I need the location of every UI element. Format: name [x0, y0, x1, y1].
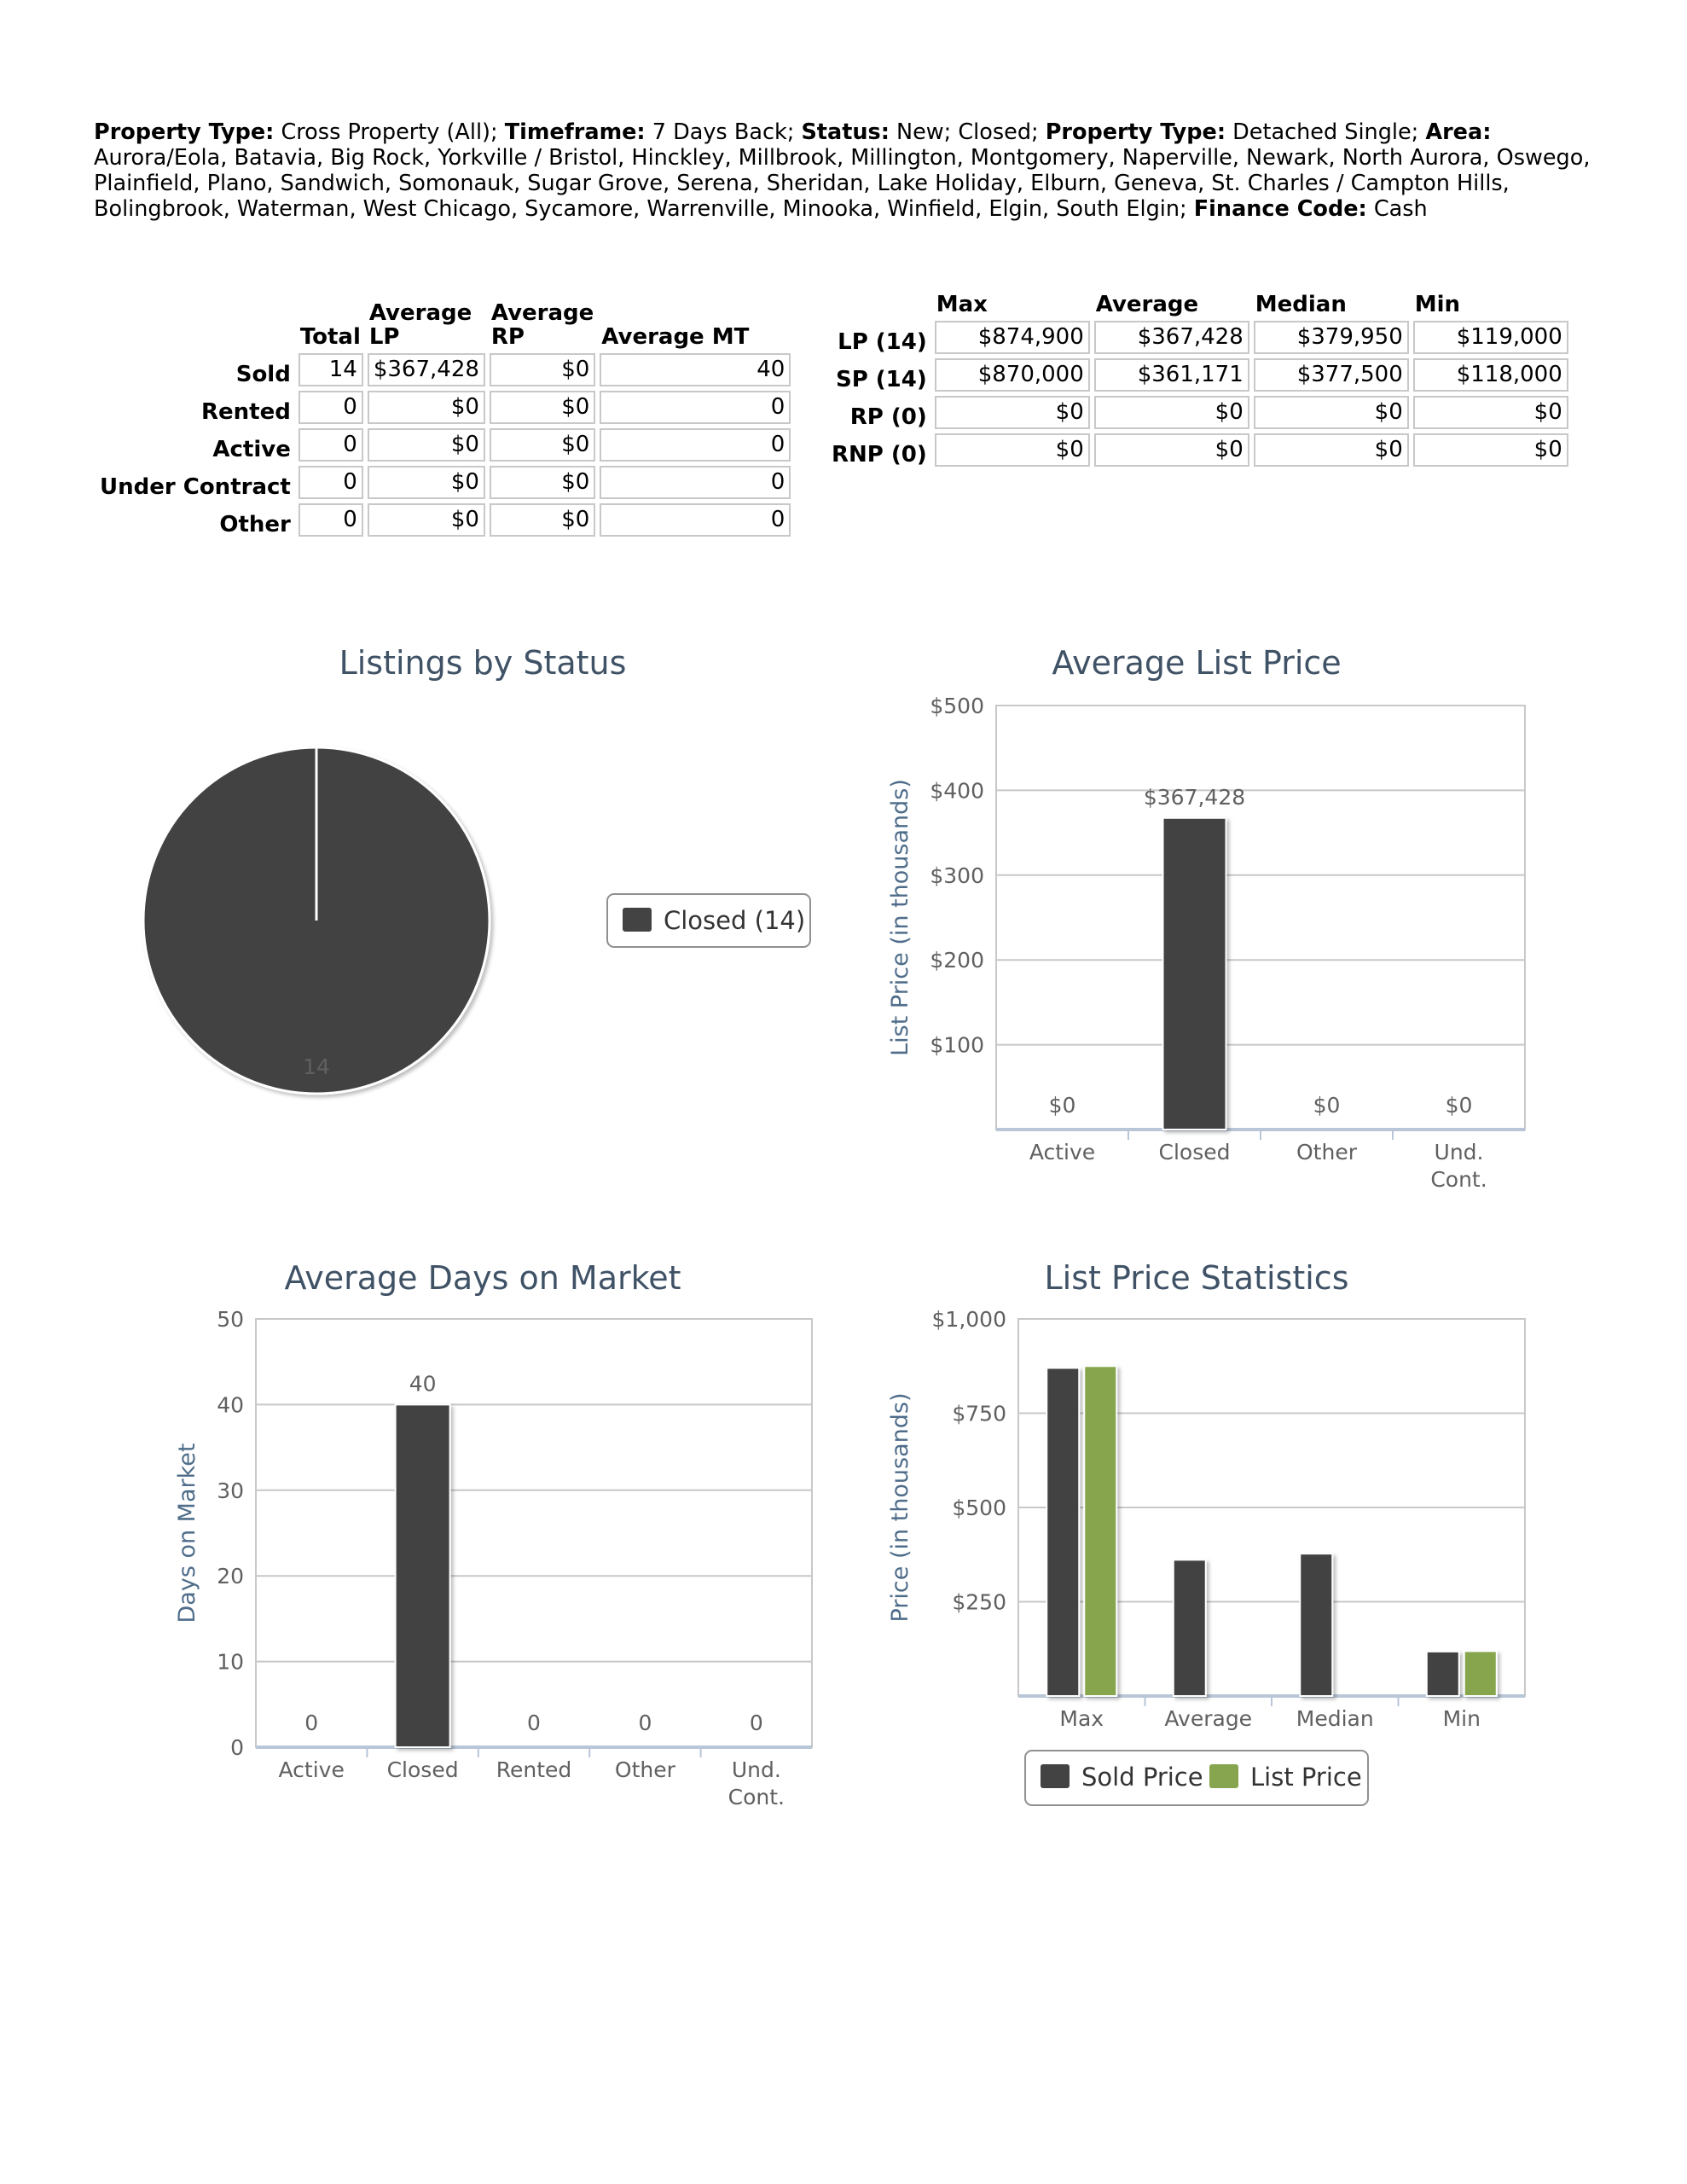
- table-cell: $379,950: [1254, 321, 1409, 354]
- bar: [1427, 1652, 1459, 1696]
- table-cell: $0: [368, 466, 485, 499]
- x-tick-label: Closed: [1158, 1140, 1231, 1165]
- row-header: Under Contract: [100, 474, 291, 500]
- y-tick-label: $1,000: [931, 1307, 1006, 1332]
- criteria-label: Finance Code:: [1193, 196, 1367, 222]
- table-cell: $367,428: [368, 353, 485, 386]
- row-header: RP (0): [849, 404, 927, 430]
- table-cell: 0: [299, 428, 363, 462]
- x-tick-label: Average: [1164, 1706, 1253, 1731]
- criteria-value: 7 Days Back;: [652, 119, 795, 145]
- data-label: 40: [409, 1371, 437, 1397]
- data-label: 0: [304, 1711, 319, 1735]
- table-cell: $0: [490, 428, 595, 462]
- table-cell: 0: [600, 391, 791, 424]
- table-cell: $0: [368, 428, 485, 462]
- table-cell: $361,171: [1094, 358, 1249, 392]
- table-cell: $0: [1254, 396, 1409, 429]
- table-cell: $118,000: [1413, 358, 1568, 392]
- table-cell: 0: [600, 428, 791, 462]
- bar: [1300, 1554, 1332, 1696]
- chart-title: Average List Price: [1052, 644, 1342, 682]
- y-tick-label: 0: [230, 1735, 244, 1760]
- data-label: 0: [749, 1711, 763, 1735]
- data-label: 14: [303, 1054, 330, 1079]
- data-label: 0: [638, 1711, 652, 1735]
- table-cell: 0: [299, 466, 363, 499]
- row-header: LP (14): [838, 329, 927, 355]
- criteria-value: Detached Single;: [1232, 119, 1419, 145]
- bar: [396, 1404, 450, 1747]
- table-cell: $0: [368, 503, 485, 537]
- column-header: Average LP: [368, 300, 472, 350]
- legend-label: Sold Price: [1081, 1763, 1203, 1792]
- y-axis-label: Price (in thousands): [887, 1392, 913, 1623]
- row-header: Active: [212, 437, 291, 462]
- bar: [1174, 1560, 1206, 1696]
- legend-label: Closed (14): [664, 906, 806, 935]
- criteria-label: Status:: [801, 119, 890, 145]
- x-tick-label: Other: [1296, 1140, 1357, 1165]
- chart-title: Average Days on Market: [284, 1259, 681, 1297]
- y-axis-label: List Price (in thousands): [887, 779, 913, 1056]
- bar: [1464, 1651, 1497, 1696]
- plot-frame: [996, 706, 1525, 1130]
- row-header: Other: [219, 512, 291, 537]
- legend-swatch: [623, 908, 652, 932]
- table-cell: $0: [368, 391, 485, 424]
- row-header: Rented: [201, 399, 291, 425]
- row-header: Sold: [235, 362, 291, 387]
- y-tick-label: $750: [952, 1401, 1006, 1426]
- column-header: Average MT: [601, 324, 750, 350]
- column-header: Median: [1255, 292, 1347, 317]
- criteria-label: Property Type:: [94, 119, 275, 145]
- criteria-label: Timeframe:: [504, 119, 646, 145]
- y-tick-label: $200: [930, 948, 984, 973]
- table-cell: $0: [490, 353, 595, 386]
- table-cell: $870,000: [935, 358, 1090, 392]
- table-cell: $367,428: [1094, 321, 1249, 354]
- bar: [1163, 818, 1226, 1130]
- data-label: $0: [1445, 1093, 1473, 1118]
- chart-title: Listings by Status: [339, 644, 627, 682]
- table-cell: 0: [600, 503, 791, 537]
- y-tick-label: 10: [217, 1649, 244, 1675]
- y-tick-label: 40: [217, 1392, 244, 1418]
- column-header: Min: [1414, 292, 1461, 317]
- criteria-value: Cash: [1373, 196, 1428, 222]
- row-header: SP (14): [835, 367, 927, 392]
- table-cell: 0: [299, 503, 363, 537]
- x-tick-label: Active: [1029, 1140, 1096, 1165]
- x-tick-label: Und. Cont.: [728, 1757, 785, 1809]
- criteria-value: Aurora/Eola, Batavia, Big Rock, Yorkville / Bristol, Hinckley, Millbrook, Millington, Montgomery, Naperville, Newark, North Aurora, Oswego, Plainfield, Plano, Sandwich, Somonauk, Sugar Grove, Serena, Sheridan, Lake Holiday, Elburn, Geneva, St. Charles / Campton Hills, Bolingbrook, Waterman, West Chicago, Sycamore, Warrenville, Minooka, Winfield, Elgin, South Elgin;: [94, 145, 1591, 222]
- chart-title: List Price Statistics: [1044, 1259, 1349, 1297]
- legend-swatch: [1041, 1764, 1070, 1788]
- table-cell: $377,500: [1254, 358, 1409, 392]
- column-header: Max: [936, 292, 988, 317]
- table-cell: $0: [1413, 396, 1568, 429]
- criteria-label: Property Type:: [1045, 119, 1226, 145]
- criteria-label: Area:: [1425, 119, 1492, 145]
- table-cell: $0: [490, 466, 595, 499]
- y-axis-label: Days on Market: [174, 1443, 200, 1623]
- y-tick-label: $100: [930, 1032, 984, 1058]
- table-cell: $119,000: [1413, 321, 1568, 354]
- x-tick-label: Closed: [386, 1757, 459, 1782]
- table-cell: 0: [299, 391, 363, 424]
- criteria-value: New; Closed;: [896, 119, 1039, 145]
- x-tick-label: Min: [1442, 1706, 1481, 1731]
- y-tick-label: 20: [217, 1564, 244, 1589]
- data-label: $0: [1313, 1093, 1341, 1118]
- x-tick-label: Median: [1296, 1706, 1374, 1731]
- y-tick-label: 50: [217, 1307, 244, 1332]
- table-cell: $0: [1094, 396, 1249, 429]
- y-tick-label: 30: [217, 1478, 244, 1503]
- table-cell: 40: [600, 353, 791, 386]
- column-header: Average: [1095, 292, 1199, 317]
- x-tick-label: Und. Cont.: [1430, 1140, 1487, 1192]
- bar: [1084, 1366, 1116, 1696]
- row-header: RNP (0): [832, 442, 927, 468]
- table-cell: $0: [1413, 433, 1568, 467]
- data-label: $0: [1048, 1093, 1076, 1118]
- table-cell: 0: [600, 466, 791, 499]
- y-tick-label: $300: [930, 863, 984, 888]
- table-cell: $0: [1094, 433, 1249, 467]
- y-tick-label: $500: [952, 1496, 1006, 1520]
- legend-swatch: [1209, 1764, 1238, 1788]
- table-cell: $0: [490, 503, 595, 537]
- plot-frame: [256, 1319, 812, 1747]
- data-label: $367,428: [1143, 784, 1246, 810]
- y-tick-label: $250: [952, 1589, 1006, 1615]
- table-cell: $874,900: [935, 321, 1090, 354]
- x-tick-label: Other: [614, 1757, 675, 1782]
- x-tick-label: Active: [278, 1757, 345, 1782]
- table-cell: $0: [1254, 433, 1409, 467]
- data-label: 0: [527, 1711, 541, 1735]
- column-header: Average RP: [490, 300, 594, 350]
- y-tick-label: $400: [930, 778, 984, 804]
- x-tick-label: Max: [1059, 1706, 1104, 1731]
- table-cell: $0: [935, 433, 1090, 467]
- x-tick-label: Rented: [496, 1757, 572, 1782]
- table-cell: 14: [299, 353, 363, 386]
- column-header: Total: [299, 324, 361, 350]
- bar: [1046, 1368, 1079, 1696]
- legend-label: List Price: [1250, 1763, 1362, 1792]
- y-tick-label: $500: [930, 694, 984, 718]
- table-cell: $0: [935, 396, 1090, 429]
- criteria-value: Cross Property (All);: [281, 119, 498, 145]
- table-cell: $0: [490, 391, 595, 424]
